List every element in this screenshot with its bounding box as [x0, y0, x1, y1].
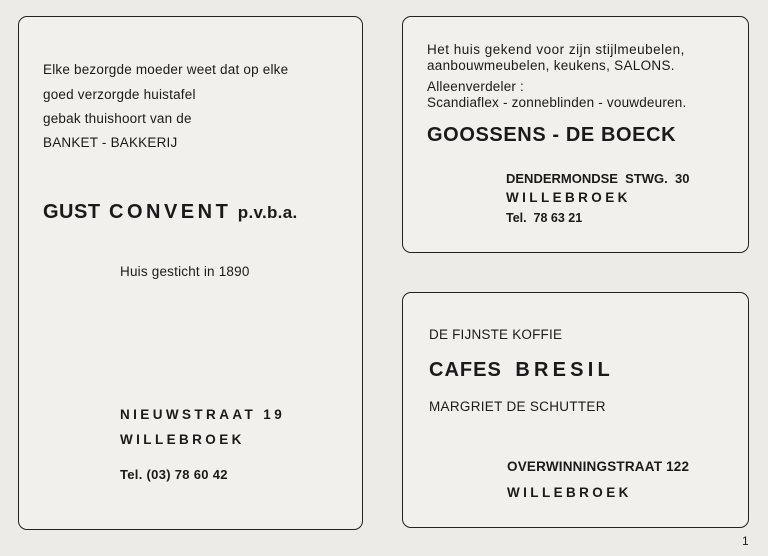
founded-text: Huis gesticht in 1890: [120, 264, 250, 279]
company-name: [429, 359, 614, 382]
description-line-1: Het huis gekend voor zijn stijlmeubelen,: [427, 42, 685, 57]
company-suffix: p.v.b.a.: [237, 203, 298, 222]
company-name-second: CONVENT: [109, 201, 232, 223]
ad-cafes-bresil: [402, 292, 749, 528]
ad-goossens-de-boeck: [402, 16, 749, 253]
description-line-2: aanbouwmeubelen, keukens, SALONS.: [427, 58, 675, 73]
intro-line-1: Elke bezorgde moeder weet dat op elke: [43, 62, 289, 77]
owner-name: MARGRIET DE SCHUTTER: [429, 399, 606, 414]
company-name-first: CAFES: [429, 359, 502, 381]
description-line-3: Alleenverdeler :: [427, 79, 525, 94]
ad-gust-convent: [18, 16, 363, 530]
city: WILLEBROEK: [507, 485, 632, 500]
city: WILLEBROEK: [506, 190, 631, 205]
intro-line-2: goed verzorgde huistafel: [43, 87, 196, 102]
intro-line-3: gebak thuishoort van de: [43, 111, 192, 126]
street-address: NIEUWSTRAAT 19: [120, 407, 286, 422]
page-number: 1: [742, 534, 749, 548]
tagline: DE FIJNSTE KOFFIE: [429, 327, 563, 342]
street-address: OVERWINNINGSTRAAT 122: [507, 459, 690, 474]
company-name: GOOSSENS - DE BOECK: [427, 124, 677, 146]
company-name-second: BRESIL: [515, 359, 614, 381]
city: WILLEBROEK: [120, 432, 245, 447]
phone-number: Tel. (03) 78 60 42: [120, 467, 228, 482]
street-address: DENDERMONDSE STWG. 30: [506, 171, 690, 186]
company-name: [43, 201, 297, 224]
phone-number: Tel. 78 63 21: [506, 211, 583, 225]
intro-line-4: BANKET - BAKKERIJ: [43, 135, 178, 150]
company-name-first: GUST: [43, 201, 101, 223]
description-line-4: Scandiaflex - zonneblinden - vouwdeuren.: [427, 95, 687, 110]
